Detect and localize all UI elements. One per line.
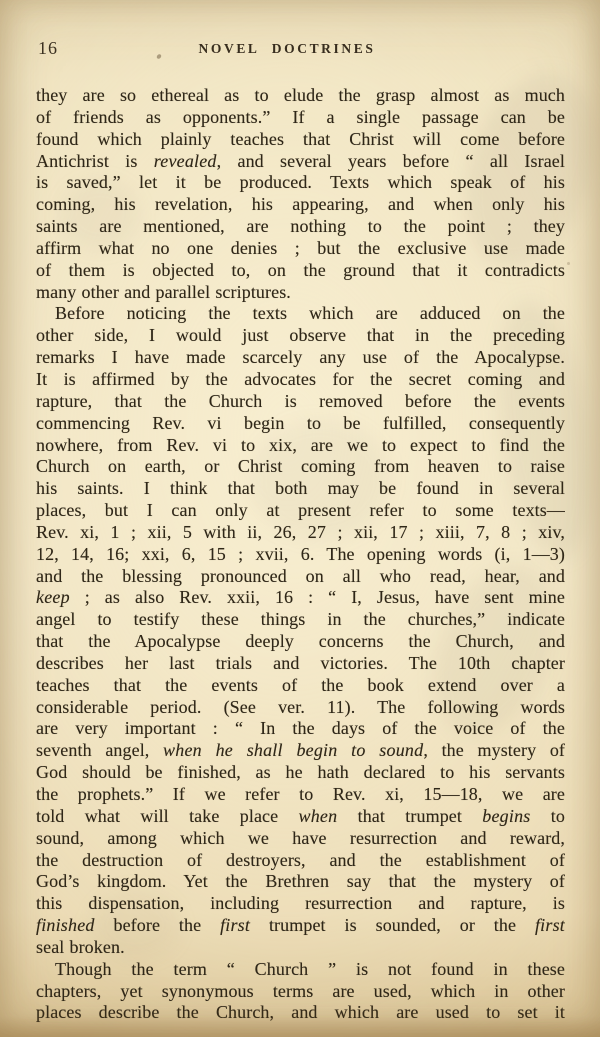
page-header [36, 38, 564, 60]
text-line: Antichrist is revealed, and several years before “ all Israel [36, 150, 565, 171]
text-line: his saints. I think that both may be found in several [36, 478, 565, 499]
text-line: many other and parallel scriptures. [36, 281, 291, 302]
text-line: Rev. xi, 1 ; xii, 5 with ii, 26, 27 ; xii, 17 ; xiii, 7, 8 ; xiv, [36, 521, 565, 542]
text-line: affirm what no one denies ; but the exclusive use made [36, 237, 565, 258]
text-line: finished before the first trumpet is sounded, or the first [36, 915, 565, 936]
page-number: 16 [38, 38, 58, 58]
text-line: that the Apocalypse deeply concerns the Church, and [36, 631, 565, 652]
text-line: and the blessing pronounced on all who read, hear, and [36, 565, 565, 586]
text-line: considerable period. (See ver. 11). The following words [36, 696, 565, 717]
text-line: is saved,” let it be produced. Texts which speak of his [36, 172, 565, 193]
text-line: are very important : “ In the days of the voice of the [36, 718, 565, 739]
text-line: remarks I have made scarcely any use of the Apocalypse. [36, 347, 565, 368]
text-line: seventh angel, when he shall begin to sound, the mystery of [36, 740, 565, 761]
text-line: angel to testify these things in the churches,” indicate [36, 609, 565, 630]
text-line: coming, his revelation, his appearing, and when only his [36, 194, 565, 215]
text-line: of them is objected to, on the ground that it contradicts [36, 259, 565, 280]
text-line: Before noticing the texts which are adduced on the [55, 303, 565, 324]
text-line: chapters, yet synonymous terms are used, which in other [36, 980, 565, 1001]
text-line: told what will take place when that trumpet begins to [36, 805, 565, 826]
text-line: found which plainly teaches that Christ will come before [36, 128, 565, 149]
running-head: NOVEL DOCTRINES [198, 41, 376, 56]
text-line: sound, among which we have resurrection and reward, [36, 827, 565, 848]
text-line: they are so ethereal as to elude the grasp almost as much [36, 85, 565, 105]
text-line: seal broken. [36, 936, 125, 957]
text-line: rapture, that the Church is removed before the events [36, 390, 565, 411]
text-line: God should be finished, as he hath declared to his servants [36, 762, 565, 783]
text-line: God’s kingdom. Yet the Brethren say that the mystery of [36, 871, 565, 892]
body-text [36, 85, 565, 1024]
text-line: keep ; as also Rev. xxii, 16 : “ I, Jesus, have sent mine [36, 587, 565, 608]
text-line: this dispensation, including resurrection and rapture, is [36, 893, 565, 914]
text-line: teaches that the events of the book extend over a [36, 674, 565, 695]
print-speck [567, 262, 570, 265]
text-line: 12, 14, 16; xxi, 6, 15 ; xvii, 6. The opening words (i, 1—3) [36, 543, 565, 564]
text-line: describes her last trials and victories. The 10th chapter [36, 652, 565, 673]
text-line: saints are mentioned, are nothing to the point ; they [36, 216, 565, 237]
text-line: nowhere, from Rev. vi to xix, are we to expect to find the [36, 434, 565, 455]
text-line: commencing Rev. vi begin to be fulfilled, consequently [36, 412, 565, 433]
text-line: the prophets.” If we refer to Rev. xi, 15—18, we are [36, 784, 565, 804]
text-line: places describe the Church, and which are used to set it [36, 1002, 565, 1023]
text-line: places, but I can only at present refer to some texts— [36, 500, 565, 521]
text-line: of friends as opponents.” If a single passage can be [36, 106, 565, 127]
text-line: Though the term “ Church ” is not found in these [55, 958, 565, 979]
text-line: It is affirmed by the advocates for the secret coming and [36, 368, 565, 389]
text-line: the destruction of destroyers, and the establishment of [36, 849, 565, 870]
text-line: Church on earth, or Christ coming from heaven to raise [36, 456, 565, 477]
text-line: other side, I would just observe that in the preceding [36, 325, 565, 346]
